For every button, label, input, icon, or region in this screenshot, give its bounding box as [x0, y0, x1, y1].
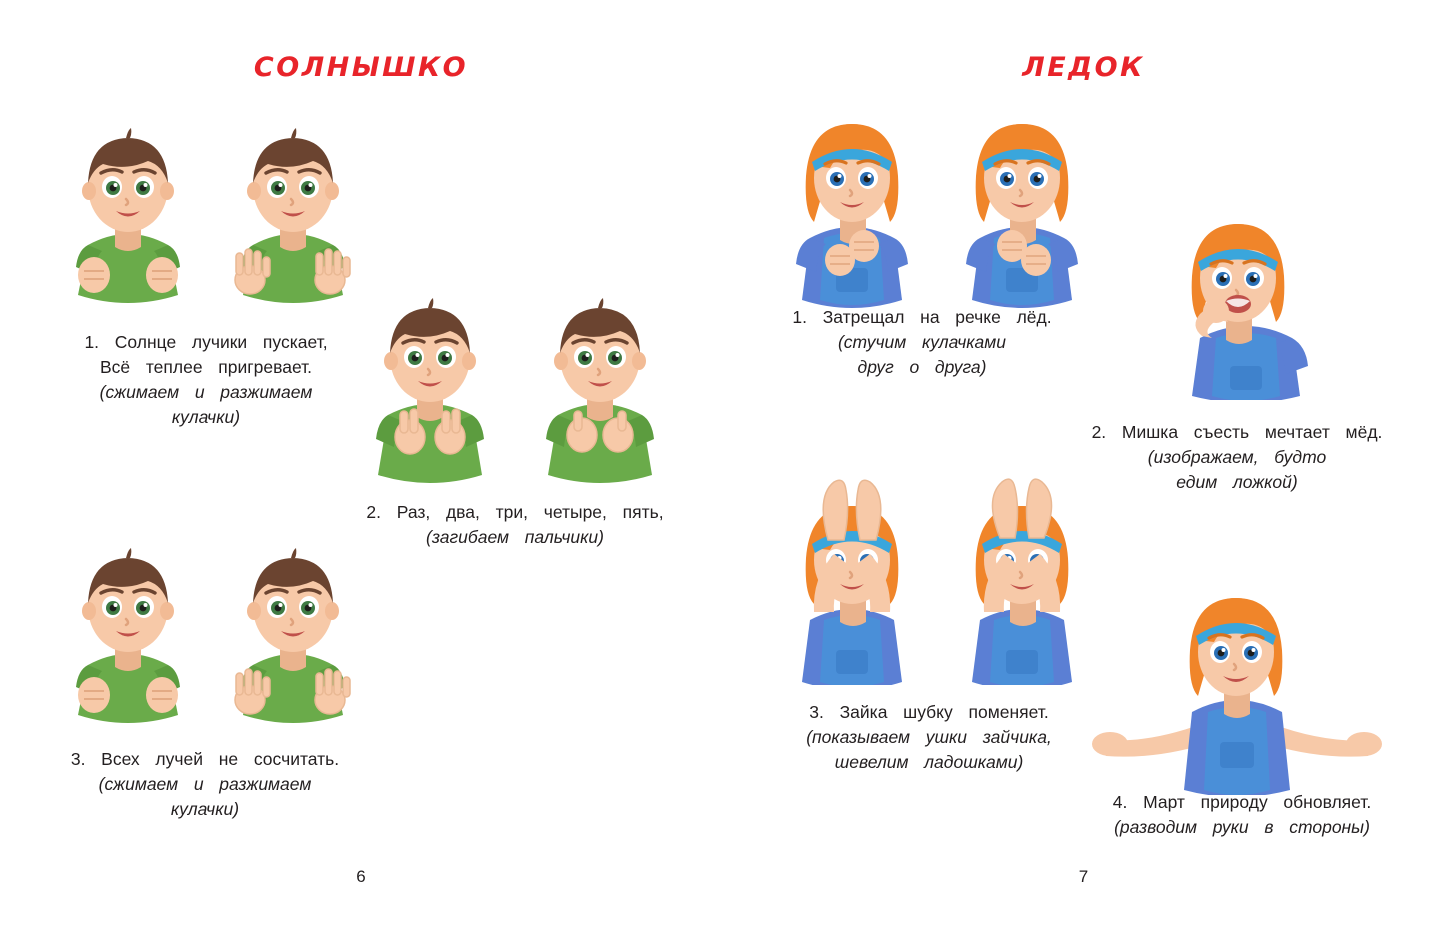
page-number-right: 7 [1078, 867, 1089, 886]
caption-right-verse-3 [764, 700, 1094, 775]
verse-line: 1. Затрещал на речке лёд. [792, 307, 1052, 327]
verse-note: шевелим ладошками) [834, 751, 1024, 772]
verse-line: 4. Март природу обновляет. [1112, 792, 1372, 812]
verse-note: (показываем ушки зайчика, [806, 726, 1052, 747]
page-number-left: 6 [356, 867, 366, 886]
figure-girl-bunny-ears-a [780, 470, 930, 685]
verse-note: (изображаем, будто [1147, 446, 1327, 467]
page-title-right: ЛЕДОК [1022, 52, 1145, 83]
figure-girl-spoon-eating [1162, 210, 1332, 400]
verse-line: 2. Раз, два, три, четыре, пять, [366, 502, 664, 522]
figure-girl-arms-spread [1092, 580, 1382, 795]
figure-boy-fists-closed-2 [58, 545, 198, 730]
page-right [722, 0, 1445, 939]
verse-note: кулачки) [171, 406, 241, 427]
caption-right-verse-4 [1057, 790, 1427, 840]
verse-line: 3. Зайка шубку поменяет. [809, 702, 1049, 722]
figure-boy-fingers-spread-2 [218, 545, 368, 730]
verse-line: 1. Солнце лучики пускает, [84, 332, 328, 352]
verse-line: 2. Мишка съесть мечтает мёд. [1091, 422, 1383, 442]
verse-note: (сжимаем и разжимаем [99, 381, 313, 402]
caption-right-verse-1 [762, 305, 1082, 380]
figure-boy-fingers-spread-1 [218, 125, 368, 310]
figure-boy-fists-closed-1 [58, 125, 198, 310]
verse-line: 3. Всех лучей не сосчитать. [70, 749, 340, 769]
verse-line: Всё теплее пригревает. [99, 356, 313, 377]
verse-note: (разводим руки в стороны) [1114, 816, 1370, 837]
verse-note: друг о друга) [857, 356, 987, 377]
figure-girl-fists-knocking-b [950, 110, 1095, 310]
page-title-left: СОЛНЫШКО [253, 52, 469, 83]
verse-note: (загибаем пальчики) [426, 526, 604, 547]
caption-right-verse-2 [1072, 420, 1402, 495]
caption-left-verse-3 [40, 747, 370, 822]
figure-girl-fists-knocking-a [780, 110, 925, 310]
verse-note: (сжимаем и разжимаем [98, 773, 312, 794]
verse-note: (стучим кулачками [837, 331, 1007, 352]
verse-note: едим ложкой) [1176, 471, 1298, 492]
figure-boy-counting-a [360, 295, 500, 485]
caption-left-verse-2 [345, 500, 685, 550]
page-left [0, 0, 722, 939]
caption-left-verse-1 [46, 330, 366, 429]
figure-boy-counting-b [530, 295, 670, 485]
verse-note: кулачки) [170, 798, 240, 819]
figure-girl-bunny-ears-b [950, 470, 1100, 685]
